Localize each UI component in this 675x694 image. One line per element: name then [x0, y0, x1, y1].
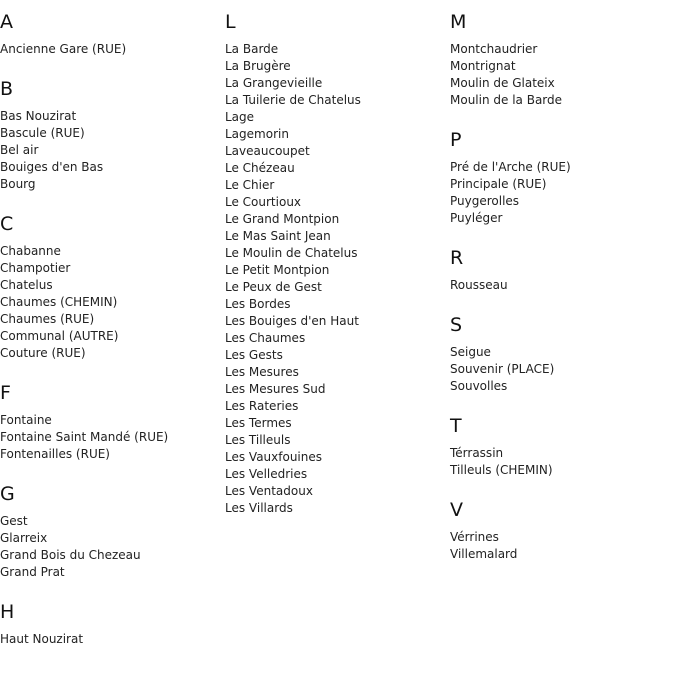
street-link[interactable]: Bourg: [0, 177, 36, 191]
street-link[interactable]: Lage: [225, 110, 255, 124]
street-link[interactable]: Couture (RUE): [0, 346, 86, 360]
street-link[interactable]: Souvolles: [450, 379, 508, 393]
street-link[interactable]: Fontaine: [0, 413, 52, 427]
street-link[interactable]: Gest: [0, 514, 28, 528]
street-link[interactable]: Haut Nouzirat: [0, 632, 84, 646]
street-link[interactable]: Lagemorin: [225, 127, 289, 141]
letter-group-h: [0, 601, 220, 648]
letter-group-m: [450, 11, 670, 109]
letter-group-c: [0, 213, 220, 362]
letter-heading: P: [450, 129, 462, 151]
street-list: [450, 277, 670, 294]
street-link[interactable]: Les Ventadoux: [225, 484, 313, 498]
street-link[interactable]: Moulin de la Barde: [450, 93, 563, 107]
street-link[interactable]: Chatelus: [0, 278, 53, 292]
street-link[interactable]: Montrignat: [450, 59, 516, 73]
street-link[interactable]: Les Termes: [225, 416, 292, 430]
street-link[interactable]: La Tuilerie de Chatelus: [225, 93, 361, 107]
street-list: [0, 631, 220, 648]
street-link[interactable]: Montchaudrier: [450, 42, 538, 56]
street-link[interactable]: Le Petit Montpion: [225, 263, 330, 277]
street-link[interactable]: Les Tilleuls: [225, 433, 291, 447]
street-list: [0, 513, 220, 581]
letter-group-r: [450, 247, 670, 294]
street-link[interactable]: Les Mesures Sud: [225, 382, 326, 396]
letter-heading: A: [0, 11, 13, 33]
letter-group-b: [0, 78, 220, 193]
letter-heading: M: [450, 11, 467, 33]
letter-group-a: [0, 11, 220, 58]
street-link[interactable]: Grand Bois du Chezeau: [0, 548, 141, 562]
street-link[interactable]: Puyléger: [450, 211, 503, 225]
street-link[interactable]: Ancienne Gare (RUE): [0, 42, 127, 56]
street-link[interactable]: Puygerolles: [450, 194, 520, 208]
street-link[interactable]: Seigue: [450, 345, 491, 359]
street-link[interactable]: Les Velledries: [225, 467, 308, 481]
letter-heading: C: [0, 213, 14, 235]
street-link[interactable]: Le Chézeau: [225, 161, 295, 175]
street-list: [450, 344, 670, 395]
letter-heading: F: [0, 382, 11, 404]
street-link[interactable]: Moulin de Glateix: [450, 76, 555, 90]
street-link[interactable]: Le Courtioux: [225, 195, 302, 209]
street-link[interactable]: Le Peux de Gest: [225, 280, 322, 294]
street-link[interactable]: Le Moulin de Chatelus: [225, 246, 358, 260]
street-list: [450, 445, 670, 479]
street-link[interactable]: La Brugère: [225, 59, 291, 73]
street-link[interactable]: Bas Nouzirat: [0, 109, 77, 123]
street-link[interactable]: Les Bordes: [225, 297, 291, 311]
street-link[interactable]: Le Mas Saint Jean: [225, 229, 331, 243]
letter-group-t: [450, 415, 670, 479]
street-index-column-3: [450, 0, 670, 563]
street-link[interactable]: Villemalard: [450, 547, 518, 561]
street-list: [450, 41, 670, 109]
street-link[interactable]: Laveaucoupet: [225, 144, 310, 158]
letter-heading: S: [450, 314, 463, 336]
street-link[interactable]: Fontenailles (RUE): [0, 447, 110, 461]
street-link[interactable]: Vérrines: [450, 530, 499, 544]
street-link[interactable]: Bouiges d'en Bas: [0, 160, 104, 174]
street-link[interactable]: Les Chaumes: [225, 331, 306, 345]
street-link[interactable]: La Grangevieille: [225, 76, 323, 90]
letter-group-v: [450, 499, 670, 563]
street-link[interactable]: Chaumes (CHEMIN): [0, 295, 118, 309]
street-list: [450, 529, 670, 563]
street-link[interactable]: Champotier: [0, 261, 71, 275]
street-list: [0, 41, 220, 58]
street-link[interactable]: Les Gests: [225, 348, 283, 362]
street-link[interactable]: La Barde: [225, 42, 279, 56]
street-link[interactable]: Bel air: [0, 143, 39, 157]
street-link[interactable]: Communal (AUTRE): [0, 329, 119, 343]
street-link[interactable]: Fontaine Saint Mandé (RUE): [0, 430, 169, 444]
street-link[interactable]: Rousseau: [450, 278, 508, 292]
street-link[interactable]: Les Villards: [225, 501, 293, 515]
street-list: [225, 41, 445, 517]
letter-group-l: [225, 11, 445, 517]
street-link[interactable]: Le Grand Montpion: [225, 212, 340, 226]
street-link[interactable]: Souvenir (PLACE): [450, 362, 555, 376]
street-link[interactable]: Glarreix: [0, 531, 48, 545]
street-link[interactable]: Principale (RUE): [450, 177, 547, 191]
street-list: [0, 412, 220, 463]
street-link[interactable]: Tilleuls (CHEMIN): [450, 463, 553, 477]
street-link[interactable]: Le Chier: [225, 178, 275, 192]
letter-heading: L: [225, 11, 236, 33]
street-list: [0, 108, 220, 193]
letter-heading: B: [0, 78, 14, 100]
street-link[interactable]: Les Vauxfouines: [225, 450, 323, 464]
street-link[interactable]: Les Mesures: [225, 365, 299, 379]
street-index-column-2: [225, 0, 445, 517]
street-link[interactable]: Pré de l'Arche (RUE): [450, 160, 571, 174]
letter-group-p: [450, 129, 670, 227]
street-list: [0, 243, 220, 362]
street-link[interactable]: Chaumes (RUE): [0, 312, 95, 326]
street-list: [450, 159, 670, 227]
letter-group-f: [0, 382, 220, 463]
street-link[interactable]: Les Bouiges d'en Haut: [225, 314, 359, 328]
letter-group-g: [0, 483, 220, 581]
street-link[interactable]: Térrassin: [450, 446, 504, 460]
letter-group-s: [450, 314, 670, 395]
letter-heading: T: [450, 415, 462, 437]
street-link[interactable]: Les Rateries: [225, 399, 299, 413]
street-link[interactable]: Grand Prat: [0, 565, 65, 579]
letter-heading: R: [450, 247, 464, 269]
street-link[interactable]: Bascule (RUE): [0, 126, 85, 140]
street-link[interactable]: Chabanne: [0, 244, 61, 258]
letter-heading: H: [0, 601, 15, 623]
letter-heading: G: [0, 483, 15, 505]
letter-heading: V: [450, 499, 463, 521]
street-index-column-1: [0, 0, 220, 648]
